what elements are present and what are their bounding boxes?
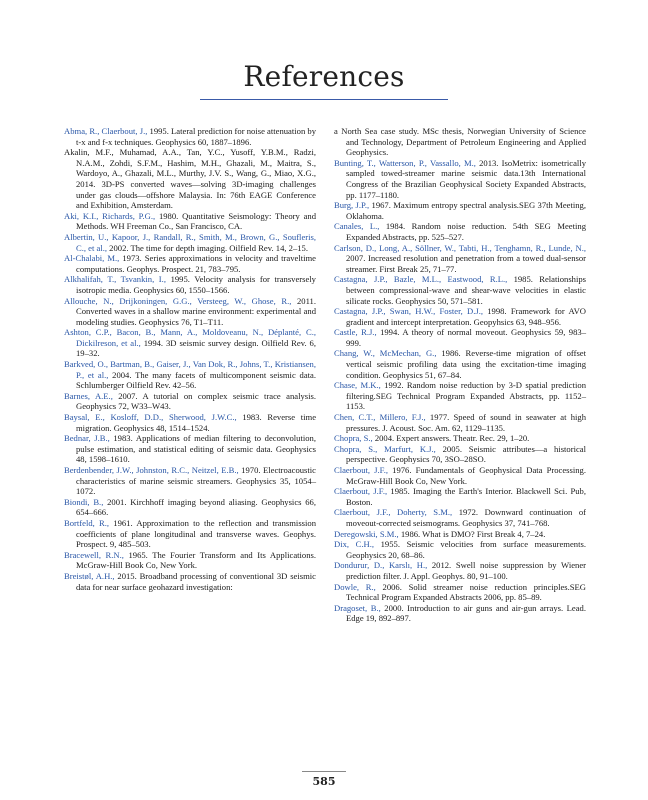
reference-text: 1980. Quantitative Seismology: Theory and Methods. WH Freeman Co., San Francisco, CA. [76,210,317,232]
page-title: References [243,60,405,93]
reference-entry [334,158,586,200]
reference-text: 1976. Fundamentals of Geophysical Data Processing. McGraw-Hill Book Co, New York. [346,465,586,486]
reference-entry [64,412,316,433]
reference-entry [64,433,316,465]
reference-authors: Al-Chalabi, M., [64,253,120,264]
reference-text: 1955. Seismic velocities from surface measurements. Geophysics 20, 68–86. [346,539,586,560]
reference-authors: Barnes, A.E., [64,390,113,401]
reference-entry [64,327,316,359]
reference-authors: Bortfeld, R., [64,517,110,528]
reference-entry [64,518,316,550]
reference-text: 1994. A theory of normal moveout. Geophysics 59, 983–999. [346,327,586,348]
reference-authors: Bednar, J.B., [64,433,110,444]
reference-authors: Dragoset, B., [334,602,381,613]
reference-entry [64,211,316,232]
reference-authors: Claerbout, J.F., [334,465,389,475]
reference-authors: Castagna, J.P., Swan, H.W., Foster, D.J., [334,306,483,317]
reference-authors: Deregowski, S.M., [334,528,399,539]
reference-entry [64,253,316,274]
reference-entry [334,221,586,242]
reference-text: 1970. Electroacoustic characteristics of marine seismic streamers. Geophysics 35, 1054–1072. [76,465,316,497]
reference-entry [64,232,316,253]
reference-authors: Aki, K.I., Richards, P.G., [64,210,156,221]
reference-authors: Bracewell, R.N., [64,549,124,560]
reference-authors: Chang, W., McMechan, G., [334,348,437,359]
reference-entry [334,486,586,507]
reference-entry [334,348,586,380]
reference-text: 2006. Solid streamer noise reduction principles.SEG Technical Program Expanded Abstracts 2006, pp. 85–89. [346,581,586,603]
reference-entry [334,560,586,581]
reference-text: 1986. What is DMO? First Break 4, 7–24. [398,528,546,539]
reference-authors: Dondurur, D., Karslı, H., [334,560,428,571]
reference-entry [334,582,586,603]
reference-entry [64,497,316,518]
reference-authors: Berdenbender, J.W., Johnston, R.C., Neitzel, E.B., [64,465,239,475]
reference-entry [64,391,316,412]
reference-authors: Chopra, S., Marfurt, K.J., [334,443,436,454]
reference-entry [334,433,586,444]
reference-text: 1983. Reverse time migration. Geophysics 48, 1514–1524. [76,412,317,433]
reference-text: 2004. Expert answers. Theatr. Rec. 29, 1–20. [372,433,530,444]
reference-text: 1967. Maximum entropy spectral analysis.SEG 37th Meeting, Oklahoma. [346,200,586,221]
reference-entry [334,412,586,433]
reference-entry [334,126,586,158]
reference-text: 2013. IsoMetrix: isometrically sampled towed-streamer marine seismic data.13th International Congress of the Brazilian Geophysical Society Expanded Abstracts, pp. 1177–1180. [346,157,587,200]
reference-authors: Albertin, U., Kapoor, J., Randall, R., Smith, M., Brown, G., Soufleris, C., et al., [64,231,316,253]
reference-authors: Breistøl, A.H., [64,570,115,581]
reference-text: 1998. Framework for AVO gradient and intercept interpretation. Geopyhsics 63, 948–956. [346,306,586,327]
reference-text: 2007. Increased resolution and penetration from a towed dual-sensor streamer. First Break 25, 71–77. [346,253,586,274]
reference-authors: Baysal, E., Kosloff, D.D., Sherwood, J.W.C., [64,412,237,423]
reference-text: 2001. Kirchhoff imaging beyond aliasing. Geophysics 66, 654–666. [76,496,316,518]
reference-text: 1965. The Fourier Transform and Its Applications. McGraw-Hill Book Co, New York. [76,549,316,571]
page-number-rule [302,771,346,772]
reference-authors: Claerbout, J.F., [334,486,388,497]
right-column [334,126,586,624]
reference-entry [334,274,586,306]
reference-authors: Chen, C.T., Millero, F.J., [334,412,426,423]
reference-authors: Abma, R., Claerbout, J., [64,126,148,136]
reference-authors: Bunting, T., Watterson, P., Vassallo, M., [334,157,476,168]
reference-entry [334,380,586,412]
page-number: 585 [312,775,336,788]
reference-entry [334,529,586,540]
reference-entry [334,465,586,486]
reference-entry [334,243,586,275]
title-underline [200,99,448,100]
reference-text: 1995. Velocity analysis for transversely isotropic media. Geophysics 60, 1550–1566. [76,274,316,295]
reference-authors: Alkhalifah, T., Tsvankin, I., [64,274,166,285]
reference-text: 1973. Series approximations in velocity and traveltime computations. Geophys. Prospect. 21, 783–795. [76,253,316,274]
reference-entry [334,507,586,528]
reference-text: 2012. Swell noise suppression by Wiener prediction filter. J. Appl. Geophys. 80, 91–100. [346,560,586,581]
reference-authors: Claerbout, J.F., Doherty, S.M., [334,507,453,518]
reference-authors: Dowle, R., [334,581,376,592]
reference-authors: Allouche, N., Drijkoningen, G.G., Versteeg, W., Ghose, R., [64,295,292,306]
reference-text: 2000. Introduction to air guns and air-gun arrays. Lead. Edge 19, 892–897. [346,602,586,624]
left-column [64,126,316,592]
reference-entry [334,603,586,624]
reference-text: 1985. Relationships between compressional-wave and shear-wave velocities in elastic silicate rocks. Geophysics 50, 571–581. [346,274,587,306]
reference-entry [64,571,316,592]
reference-text: 1992. Random noise reduction by 3-D spatial prediction filtering.SEG Technical Program Expanded Abstracts, pp. 1152–1153. [346,380,586,412]
reference-authors: Burg, J.P., [334,200,370,211]
reference-entry [334,306,586,327]
reference-text: 2011. Converted waves in a shallow marine environment: experimental and modeling studies. Geophysics 76, T1–T11. [76,295,316,327]
reference-text: 1985. Imaging the Earth's Interior. Blackwell Sci. Pub, Boston. [346,486,586,507]
reference-authors: Carlson, D., Long, A., Söllner, W., Tabti, H., Tenghamn, R., Lunde, N., [334,242,586,253]
reference-text: 1983. Applications of median filtering to deconvolution, pulse estimation, and statistical editing of seismic data. Geophysics 48, 1598–1610. [76,433,316,465]
reference-entry [64,465,316,497]
reference-text: 2002. The time for depth imaging. Oilfield Rev. 14, 2–15. [107,242,308,253]
reference-entry [334,539,586,560]
reference-text: 1961. Approximation to the reflection and transmission coefficients of plane longitudinal and transverse waves. Geophys. Prospect. 9, 485–503. [76,517,316,550]
reference-entry [334,444,586,465]
reference-authors: Chopra, S., [334,433,373,444]
reference-authors: Dix, C.H., [334,539,375,550]
reference-authors: Ashton, C.P., Bacon, B., Mann, A., Moldoveanu, N., Déplanté, C., Dickilreson, et al., [64,327,316,348]
reference-authors: Barkved, O., Bartman, B., Gaiser, J., Van Dok, R., Johns, T., Kristiansen, P., et al., [64,359,316,380]
reference-text: 1984. Random noise reduction. 54th SEG Meeting Expanded Abstracts, pp. 525–527. [346,221,586,242]
reference-text: 1977. Speed of sound in seawater at high pressures. J. Acoust. Soc. Am. 62, 1129–1135. [346,412,586,433]
reference-entry [64,274,316,295]
reference-text: 2005. Seismic attributes—a historical perspective. Geophysics 70, 3SO–28SO. [346,443,586,465]
reference-entry [64,359,316,391]
reference-text: Akalin, M.F., Muhamad, A.A., Tan, Y.C., Yusoff, Y.B.M., Radzi, N.A.M., Zohdi, S.F.M., Hashim, M.H., Ghazali, M., Maitra, S., Wardoyo, A., Ghazali, M.L., Murthy, J.V. S., Wang, G., Miao, X.G., 2014. 3D-PS converted waves—solving 3D-imaging challenges under gas clouds—offshore Malaysia. In: 76th EAGE Conference and Exhibition, Amsterdam. [64,147,316,211]
reference-entry [334,327,586,348]
reference-text: 1995. Lateral prediction for noise attenuation by t-x and f-x techniques. Geophysics 60, 1887–1896. [76,126,316,147]
reference-entry [334,200,586,221]
reference-authors: Chase, M.K., [334,380,381,391]
reference-text: 2015. Broadband processing of conventional 3D seismic data for near surface geohazard investigation: [76,570,316,592]
reference-authors: Castle, R.J., [334,327,377,338]
reference-entry [64,147,316,211]
reference-entry [64,296,316,328]
reference-text: 2004. The many facets of multicomponent seismic data. Schlumberger Oilfield Rev. 42–56. [76,369,317,391]
reference-text: a North Sea case study. MSc thesis, Norwegian University of Science and Technology, Department of Petroleum Engineering and Applied Geophysics. [334,126,586,158]
reference-text: 1972. Downward continuation of moveout-corrected seismograms. Geophysics 37, 741–768. [346,507,586,528]
reference-entry [64,550,316,571]
reference-entry [64,126,316,147]
reference-text: 2007. A tutorial on complex seismic trace analysis. Geophysics 72, W33–W43. [76,390,316,412]
reference-authors: Castagna, J.P., Bazle, M.L., Eastwood, R.L., [334,274,508,285]
reference-text: 1994. 3D seismic survey design. Oilfield Rev. 6, 19–32. [76,337,316,359]
reference-authors: Biondi, B., [64,496,104,507]
reference-authors: Canales, L., [334,221,380,232]
reference-text: 1986. Reverse-time migration of offset vertical seismic profiling data using the excitation-time imaging condition. Geophysics 51, 67–84. [346,348,586,380]
